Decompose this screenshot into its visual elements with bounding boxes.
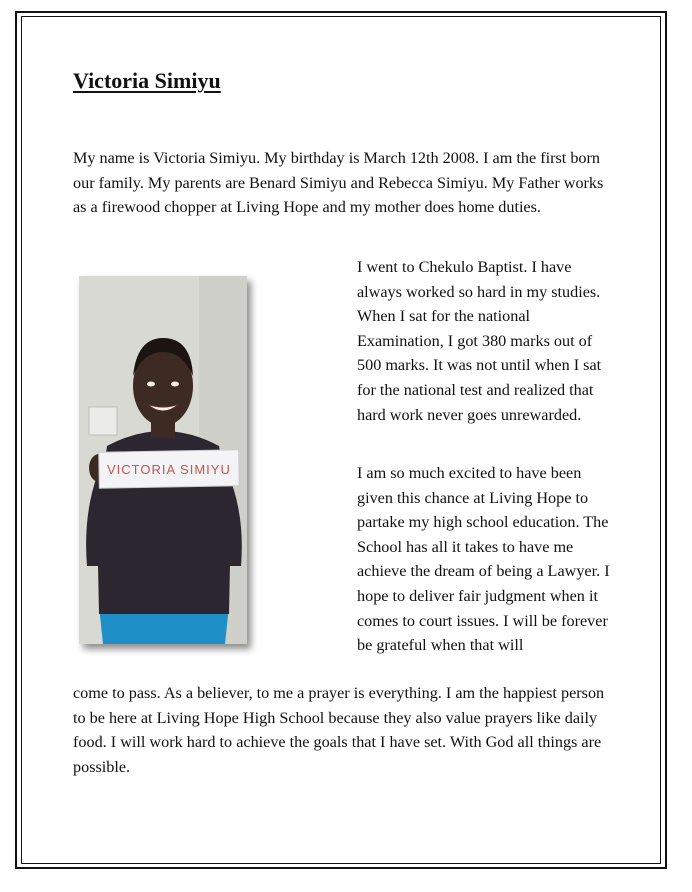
paragraph-intro: My name is Victoria Simiyu. My birthday is March 12th 2008. I am the first born our family. My parents are Benard Simiyu and Rebecca Simiyu. My Father works as a firewood chopper at Living Hope and my mother does home duties. xyxy=(73,149,604,217)
paragraph-aspirations: I am so much excited to have been given this chance at Living Hope to partake my high school education. The School has all it takes to have me achieve the dream of being a Lawyer. I hope to deliver fair judgment when it comes to court issues. I will be forever be grateful when that will xyxy=(357,464,610,655)
paragraph-education: I went to Chekulo Baptist. I have always worked so hard in my studies. When I sat for the national Examination, I got 380 marks out of 500 marks. It was not until when I sat for the national test and realized that hard work never goes unrewarded. xyxy=(357,258,602,424)
paragraph-aspirations-continued: come to pass. As a believer, to me a prayer is everything. I am the happiest person to be here at Living Hope High School because they also value prayers like daily food. I will work hard to achieve the goals that I have set. With God all things are possible. xyxy=(73,684,605,776)
student-photo xyxy=(79,276,247,644)
document-title: Victoria Simiyu xyxy=(73,68,221,93)
photo-sign-text: VICTORIA SIMIYU xyxy=(107,462,231,477)
